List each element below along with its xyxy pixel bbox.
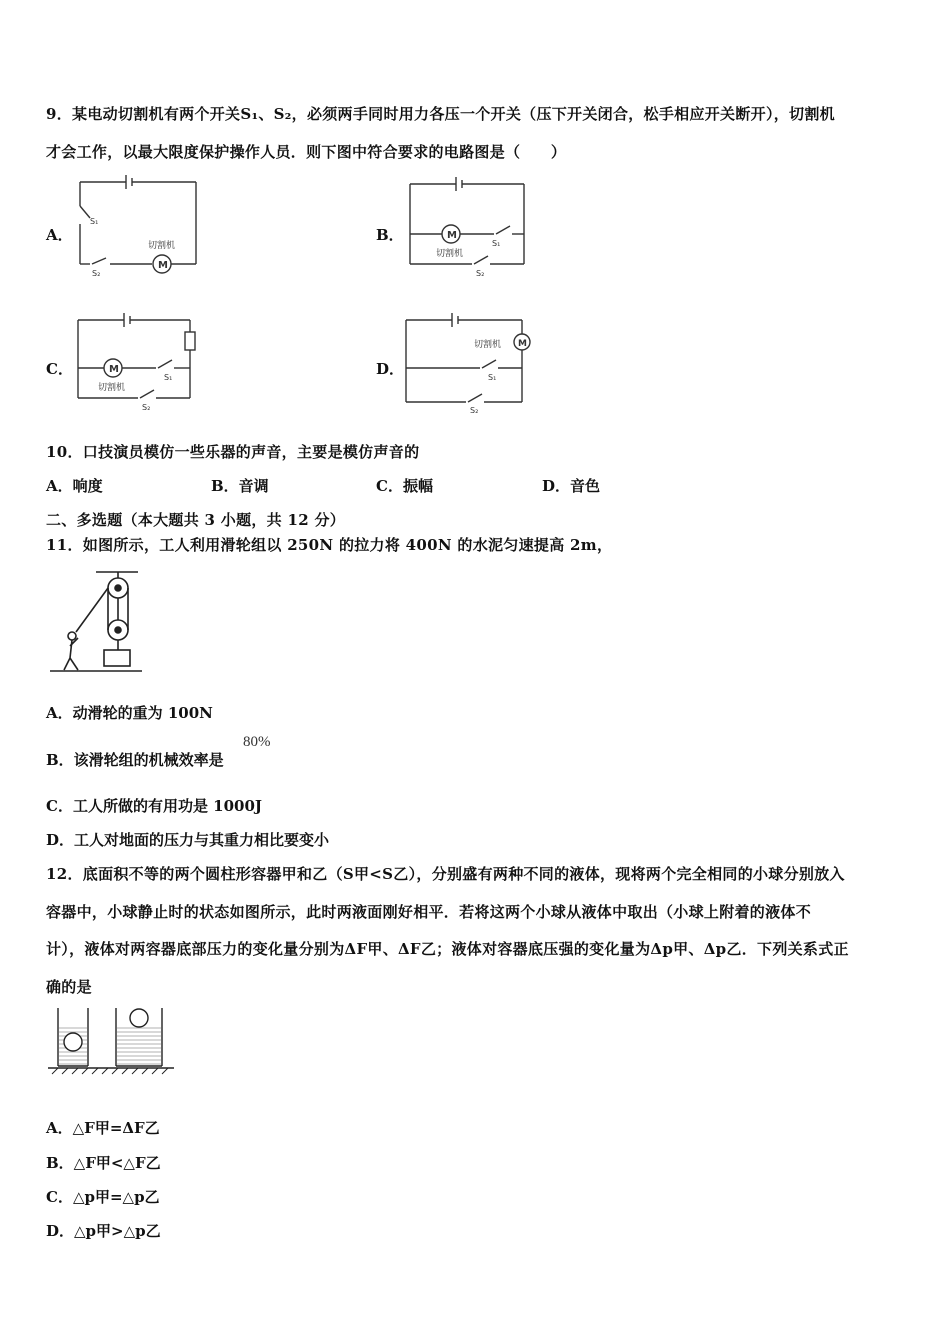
q10-stem: 10．口技演员模仿一些乐器的声音，主要是模仿声音的 bbox=[46, 443, 420, 461]
switch-c-s1: S₁ bbox=[164, 373, 173, 382]
q9-stem-line2: 才会工作，以最大限度保护操作人员．则下图中符合要求的电路图是（ ） bbox=[46, 143, 567, 161]
q12-stem-line1: 12．底面积不等的两个圆柱形容器甲和乙（S甲<S乙），分别盛有两种不同的液体，现将两个完全相同的小球分别放入 bbox=[46, 865, 845, 883]
q9-option-b-label[interactable]: B． bbox=[376, 226, 404, 244]
switch-d-s2: S₂ bbox=[470, 406, 479, 415]
q10-option-d[interactable]: D．音色 bbox=[542, 477, 601, 495]
q9-option-c-label[interactable]: C． bbox=[46, 360, 73, 378]
q9-circuit-b bbox=[404, 174, 534, 284]
q9-stem-line1: 9．某电动切割机有两个开关S₁、S₂，必须两手同时用力各压一个开关（压下开关闭合，松手相应开关断开），切割机 bbox=[46, 105, 835, 123]
q12-stem-line2: 容器中，小球静止时的状态如图所示，此时两液面刚好相平．若将这两个小球从液体中取出（小球上附着的液体不 bbox=[46, 903, 812, 921]
switch-d-s1: S₁ bbox=[488, 373, 497, 382]
switch-b-s2: S₂ bbox=[476, 269, 485, 278]
motor-b-symbol: M bbox=[447, 230, 457, 241]
motor-d-label: 切割机 bbox=[474, 340, 502, 350]
q9-circuit-a bbox=[74, 172, 204, 282]
q12-option-b[interactable]: B．△F甲<△F乙 bbox=[46, 1154, 161, 1172]
switch-c-s2: S₂ bbox=[142, 403, 151, 412]
section-2-heading: 二、多选题（本大题共 3 小题，共 12 分） bbox=[46, 511, 346, 529]
q9-circuit-d bbox=[400, 310, 540, 416]
q12-option-c[interactable]: C．△p甲=△p乙 bbox=[46, 1188, 160, 1206]
q9-option-d-label[interactable]: D． bbox=[376, 360, 405, 378]
q12-option-a[interactable]: A．△F甲=ΔF乙 bbox=[46, 1119, 160, 1137]
q12-stem-line3: 计），液体对两容器底部压力的变化量分别为ΔF甲、ΔF乙；液体对容器底压强的变化量为Δp甲、Δp乙．下列关系式正 bbox=[46, 940, 849, 958]
q11-pulley-figure bbox=[46, 566, 146, 676]
motor-d-symbol: M bbox=[518, 339, 527, 349]
motor-c-symbol: M bbox=[109, 364, 119, 375]
q11-option-a[interactable]: A．动滑轮的重为 100N bbox=[46, 704, 213, 722]
motor-b-label: 切割机 bbox=[436, 249, 464, 259]
q12-containers-figure bbox=[44, 1002, 184, 1082]
q11-option-d[interactable]: D．工人对地面的压力与其重力相比要变小 bbox=[46, 831, 330, 849]
q11-option-b-value: 80% bbox=[243, 734, 271, 750]
q11-stem: 11．如图所示，工人利用滑轮组以 250N 的拉力将 400N 的水泥匀速提高 2m， bbox=[46, 536, 613, 554]
q12-stem-line4: 确的是 bbox=[46, 978, 92, 996]
q12-option-d[interactable]: D．△p甲>△p乙 bbox=[46, 1222, 161, 1240]
motor-a-symbol: M bbox=[158, 260, 168, 271]
motor-a-label: 切割机 bbox=[148, 241, 176, 251]
q9-circuit-c bbox=[72, 310, 202, 416]
q9-option-a-label[interactable]: A． bbox=[46, 226, 73, 244]
q10-option-a[interactable]: A．响度 bbox=[46, 477, 103, 495]
q11-option-b[interactable]: B．该滑轮组的机械效率是 bbox=[46, 751, 224, 769]
motor-c-label: 切割机 bbox=[98, 383, 126, 393]
switch-b-s1: S₁ bbox=[492, 239, 501, 248]
q10-option-b[interactable]: B．音调 bbox=[211, 477, 269, 495]
switch-a-s1: S₁ bbox=[90, 217, 99, 226]
q10-option-c[interactable]: C．振幅 bbox=[376, 477, 433, 495]
switch-a-s2: S₂ bbox=[92, 269, 101, 278]
q11-option-c[interactable]: C．工人所做的有用功是 1000J bbox=[46, 797, 263, 815]
